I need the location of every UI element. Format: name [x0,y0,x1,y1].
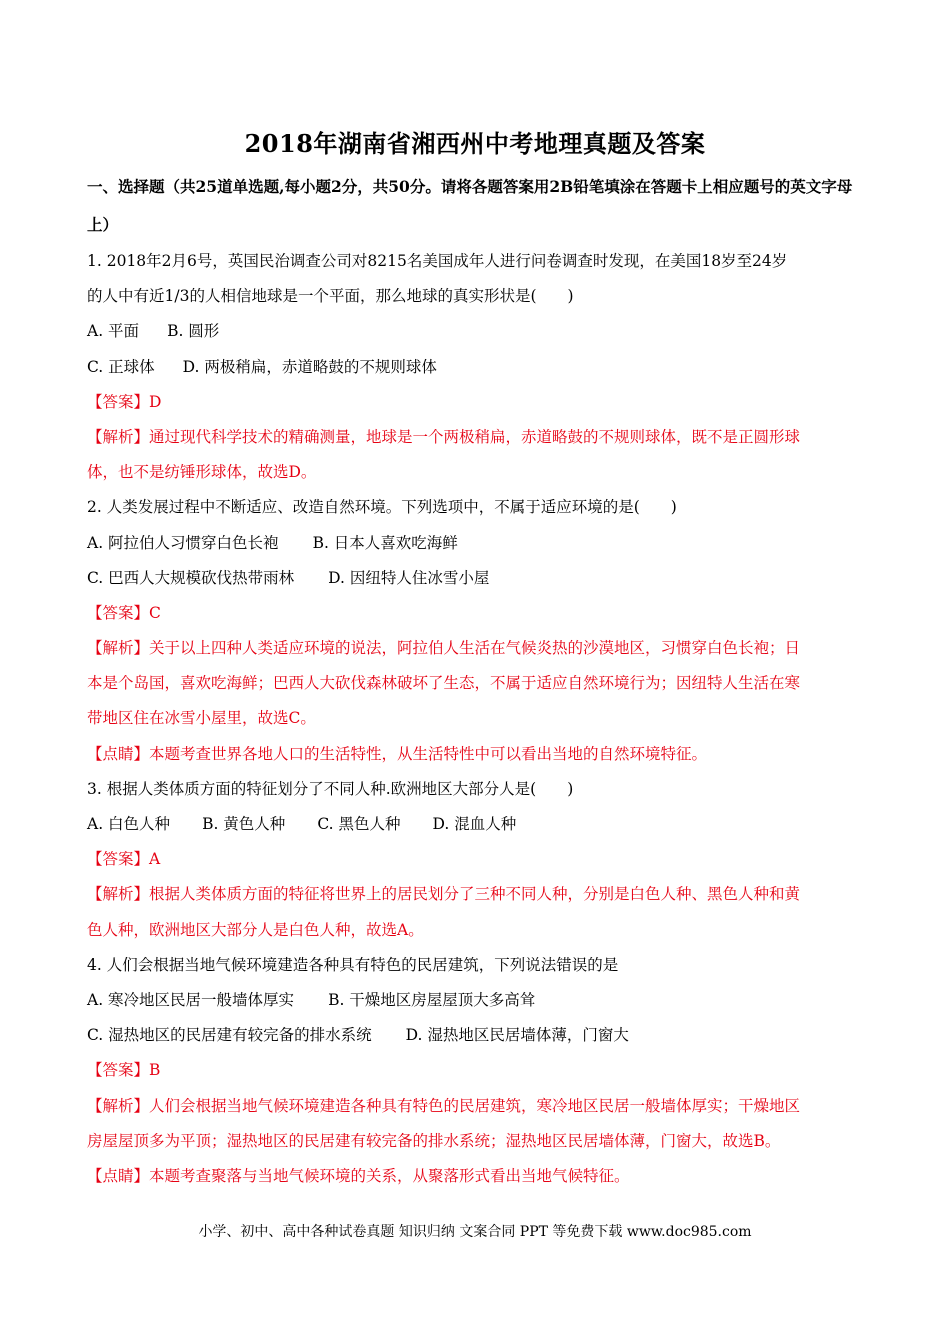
option-c: C. 巴西人大规模砍伐热带雨林 [87,568,295,587]
question-1 [87,244,867,490]
question-stem: 4. 人们会根据当地气候环境建造各种具有特色的民居建筑，下列说法错误的是 [87,955,619,974]
option-b: B. 黄色人种 [202,815,286,833]
option-a: A. 平面 [87,322,140,341]
option-b: B. 圆形 [167,322,220,341]
option-a: A. 白色人种 [87,815,171,833]
option-c: C. 湿热地区的民居建有较完备的排水系统 [87,1026,372,1045]
point-note: 【点睛】本题考查世界各地人口的生活特性，从生活特性中可以看出当地的自然环境特征。 [87,744,708,763]
analysis: 带地区住在冰雪小屋里，故选C。 [87,709,316,728]
point-note: 【点睛】本题考查聚落与当地气候环境的关系，从聚落形式看出当地气候特征。 [87,1166,630,1185]
analysis: 房屋屋顶多为平顶；湿热地区的民居建有较完备的排水系统；湿热地区民居墙体薄，门窗大，故选B。 [87,1131,781,1150]
answer: 【答案】D [87,392,162,411]
analysis: 【解析】人们会根据当地气候环境建造各种具有特色的民居建筑，寒冷地区民居一般墙体厚实；干燥地区 [87,1096,801,1115]
option-d: D. 湿热地区民居墙体薄，门窗大 [405,1026,629,1045]
answer: 【答案】A [87,850,161,869]
options-row [87,983,867,1018]
page-footer: 小学、初中、高中各种试卷真题 知识归纳 文案合同 PPT 等免费下载 www.doc985.com [198,1224,752,1240]
question-2 [87,490,867,772]
analysis: 体，也不是纺锤形球体，故选D。 [87,463,317,482]
options-row [87,350,867,385]
option-a: A. 寒冷地区民居一般墙体厚实 [87,990,295,1009]
analysis: 【解析】关于以上四种人类适应环境的说法，阿拉伯人生活在气候炎热的沙漠地区，习惯穿白色长袍；日 [87,639,801,658]
question-stem: 1. 2018年2月6号，英国民治调查公司对8215名美国成年人进行问卷调查时发现，在美国18岁至24岁 [87,252,788,270]
options-row [87,526,867,561]
options-row [87,561,867,596]
analysis: 色人种，欧洲地区大部分人是白色人种，故选A。 [87,920,424,939]
option-c: C. 黑色人种 [317,815,401,833]
page-title: 2018年湖南省湘西州中考地理真题及答案 [244,129,706,158]
answer: 【答案】B [87,1061,161,1080]
option-a: A. 阿拉伯人习惯穿白色长袍 [87,533,279,552]
option-b: B. 干燥地区房屋屋顶大多高耸 [328,990,536,1009]
option-d: D. 因纽特人住冰雪小屋 [328,568,490,587]
question-stem: 2. 人类发展过程中不断适应、改造自然环境。下列选项中，不属于适应环境的是( ) [87,498,677,517]
analysis: 【解析】通过现代科学技术的精确测量，地球是一个两极稍扁，赤道略鼓的不规则球体，既不是正圆形球 [87,427,801,446]
options-row [87,314,867,349]
question-stem: 的人中有近1/3的人相信地球是一个平面，那么地球的真实形状是( ) [87,287,574,306]
analysis: 本是个岛国，喜欢吃海鲜；巴西人大砍伐森林破坏了生态，不属于适应自然环境行为；因纽特人生活在寒 [87,674,801,693]
option-d: D. 混血人种 [432,815,517,833]
answer: 【答案】C [87,603,161,622]
question-3 [87,772,867,948]
question-4 [87,948,867,1194]
document-body [87,168,867,1194]
section-header: 一、选择题（共25道单选题,每小题2分，共50分。请将各题答案用2B铅笔填涂在答题卡上相应题号的英文字母上） [87,177,853,234]
analysis: 【解析】根据人类体质方面的特征将世界上的居民划分了三种不同人种，分别是白色人种、黑色人种和黄 [87,885,801,904]
options-row [87,1018,867,1053]
option-c: C. 正球体 [87,357,155,376]
option-d: D. 两极稍扁，赤道略鼓的不规则球体 [182,357,437,376]
option-b: B. 日本人喜欢吃海鲜 [312,533,458,552]
question-stem: 3. 根据人类体质方面的特征划分了不同人种.欧洲地区大部分人是( ) [87,779,574,798]
options-row [87,807,867,842]
